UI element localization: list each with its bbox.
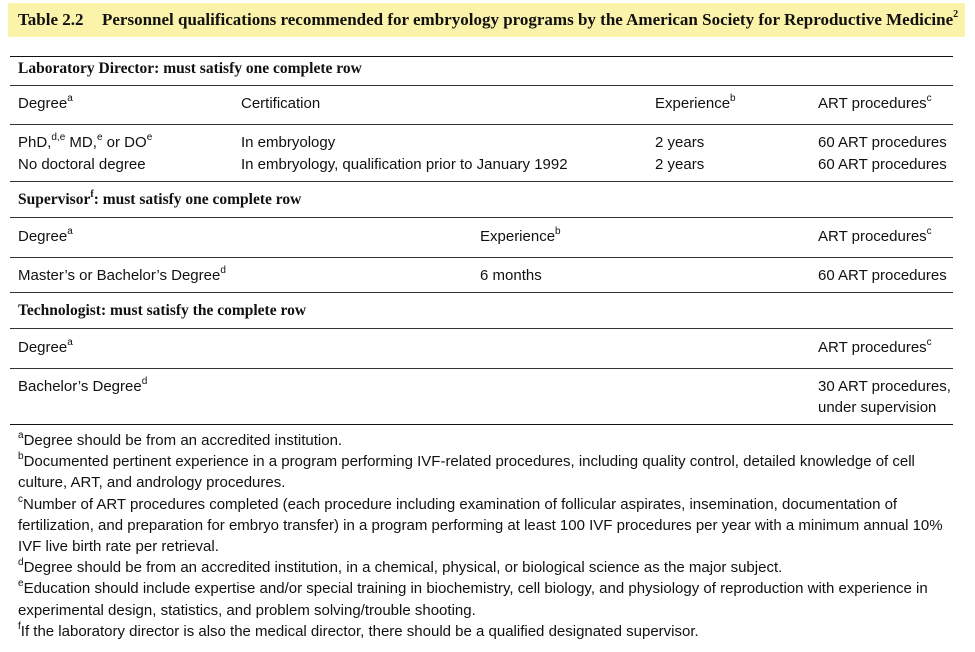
section-rule <box>10 56 953 57</box>
footnote-a <box>18 430 963 451</box>
header-rule <box>10 368 953 369</box>
footnote-text: If the laboratory director is also the medical director, there should be a qualified designated supervisor. <box>20 622 699 640</box>
header-degree-label: Degree <box>18 95 68 112</box>
footnote-ref: d,e <box>51 132 66 143</box>
footnote-e <box>18 578 963 620</box>
footnote-mark: f <box>18 620 21 632</box>
footnote-c <box>18 494 963 558</box>
header-experience-label: Experience <box>480 228 556 245</box>
technologist-row-art-line-2: under supervision <box>818 399 937 416</box>
footnote-ref: c <box>926 226 932 237</box>
header-degree-label: Degree <box>18 339 68 356</box>
table-title-text: Personnel qualifications recommended for embryology programs by the American Society for Reproductive Medicine <box>102 10 954 29</box>
header-rule <box>10 257 953 258</box>
footnote-mark: a <box>18 430 24 441</box>
supervisor-header-experience <box>480 228 561 245</box>
footnote-text: Degree should be from an accredited institution, in a chemical, physical, or biological science as the major subject. <box>23 559 783 577</box>
supervisor-header-art <box>818 228 932 245</box>
footnote-f <box>18 621 963 642</box>
header-art-label: ART procedures <box>818 95 927 112</box>
supervisor-row-art: 60 ART procedures <box>818 267 947 284</box>
director-row-2-certification: In embryology, qualification prior to January 1992 <box>241 156 568 173</box>
footnote-ref: d <box>141 376 148 387</box>
supervisor-row-experience: 6 months <box>480 267 542 284</box>
director-row-2-degree: No doctoral degree <box>18 156 146 173</box>
footnote-mark: d <box>18 557 24 569</box>
technologist-header-art <box>818 339 932 356</box>
footnote-mark: b <box>18 451 24 463</box>
footnote-ref: d <box>220 265 226 276</box>
table-title <box>102 3 958 37</box>
director-heading: Laboratory Director: must satisfy one complete row <box>18 60 362 77</box>
director-row-2-experience: 2 years <box>655 156 705 173</box>
supervisor-header-degree <box>18 228 73 245</box>
footnote-ref: b <box>555 226 561 237</box>
footnote-ref: b <box>730 93 736 104</box>
table-bottom-rule <box>10 424 953 425</box>
footnote-b <box>18 451 963 493</box>
footnote-mark: c <box>18 493 23 505</box>
degree-do: or DO <box>102 134 147 151</box>
footnote-ref: c <box>926 337 932 348</box>
supervisor-heading-rest: : must satisfy one complete row <box>93 191 302 208</box>
footnote-ref: a <box>67 226 73 237</box>
supervisor-heading <box>18 188 302 209</box>
footnote-ref: f <box>90 188 94 200</box>
footnote-d <box>18 557 963 578</box>
director-header-art <box>818 95 932 112</box>
footnote-text: Number of ART procedures completed (each procedure including examination of follicular aspirates, insemination, documentation of fertilization, and preparation for embryo transfer) in a program performing at least 100 IVF procedures per year with a minimum annual 10% IVF live birth rate per retrieval. <box>18 495 943 556</box>
header-art-label: ART procedures <box>818 339 927 356</box>
degree-phd: PhD, <box>18 134 52 151</box>
header-rule <box>10 217 953 218</box>
director-row-2-art: 60 ART procedures <box>818 156 947 173</box>
table-number: Table 2.2 <box>18 10 84 29</box>
section-rule <box>10 181 953 182</box>
supervisor-heading-label: Supervisor <box>18 191 91 208</box>
director-header-experience <box>655 95 736 112</box>
header-rule <box>10 124 953 125</box>
footnote-ref: e <box>146 132 153 143</box>
director-row-1-experience: 2 years <box>655 134 705 151</box>
director-header-certification: Certification <box>241 95 321 112</box>
section-rule <box>10 292 953 293</box>
supervisor-row-degree <box>18 267 226 284</box>
director-header-degree <box>18 95 73 112</box>
director-row-1-degree <box>18 134 152 151</box>
header-experience-label: Experience <box>655 95 731 112</box>
director-row-1-art: 60 ART procedures <box>818 134 947 151</box>
footnote-text: Documented pertinent experience in a program performing IVF-related procedures, including quality control, detailed knowledge of cell culture, ART, and andrology procedures. <box>18 453 915 492</box>
technologist-row-degree <box>18 378 147 395</box>
header-art-label: ART procedures <box>818 228 927 245</box>
header-rule <box>10 328 953 329</box>
degree-label: Bachelor’s Degree <box>18 378 142 395</box>
technologist-header-degree <box>18 339 73 356</box>
footnote-ref: a <box>67 337 73 348</box>
degree-label: Master’s or Bachelor’s Degree <box>18 267 221 284</box>
director-row-1-certification: In embryology <box>241 134 336 151</box>
footnote-ref: e <box>96 132 103 143</box>
technologist-heading: Technologist: must satisfy the complete row <box>18 302 307 319</box>
footnotes <box>18 430 963 642</box>
table-title-bar <box>8 3 965 37</box>
footnote-text: Education should include expertise and/or special training in biochemistry, cell biology, and physiology of reproduction with experience in experimental design, statistics, and problem solving/trouble shooting. <box>18 580 928 619</box>
header-degree-label: Degree <box>18 228 68 245</box>
degree-md: MD, <box>65 134 97 151</box>
table-title-citation: 2 <box>953 9 959 21</box>
header-rule <box>10 85 953 86</box>
footnote-ref: c <box>926 93 932 104</box>
footnote-ref: a <box>67 93 73 104</box>
technologist-row-art-line-1: 30 ART procedures, <box>818 378 951 395</box>
footnote-mark: e <box>18 578 24 590</box>
footnote-text: Degree should be from an accredited institution. <box>23 432 343 449</box>
